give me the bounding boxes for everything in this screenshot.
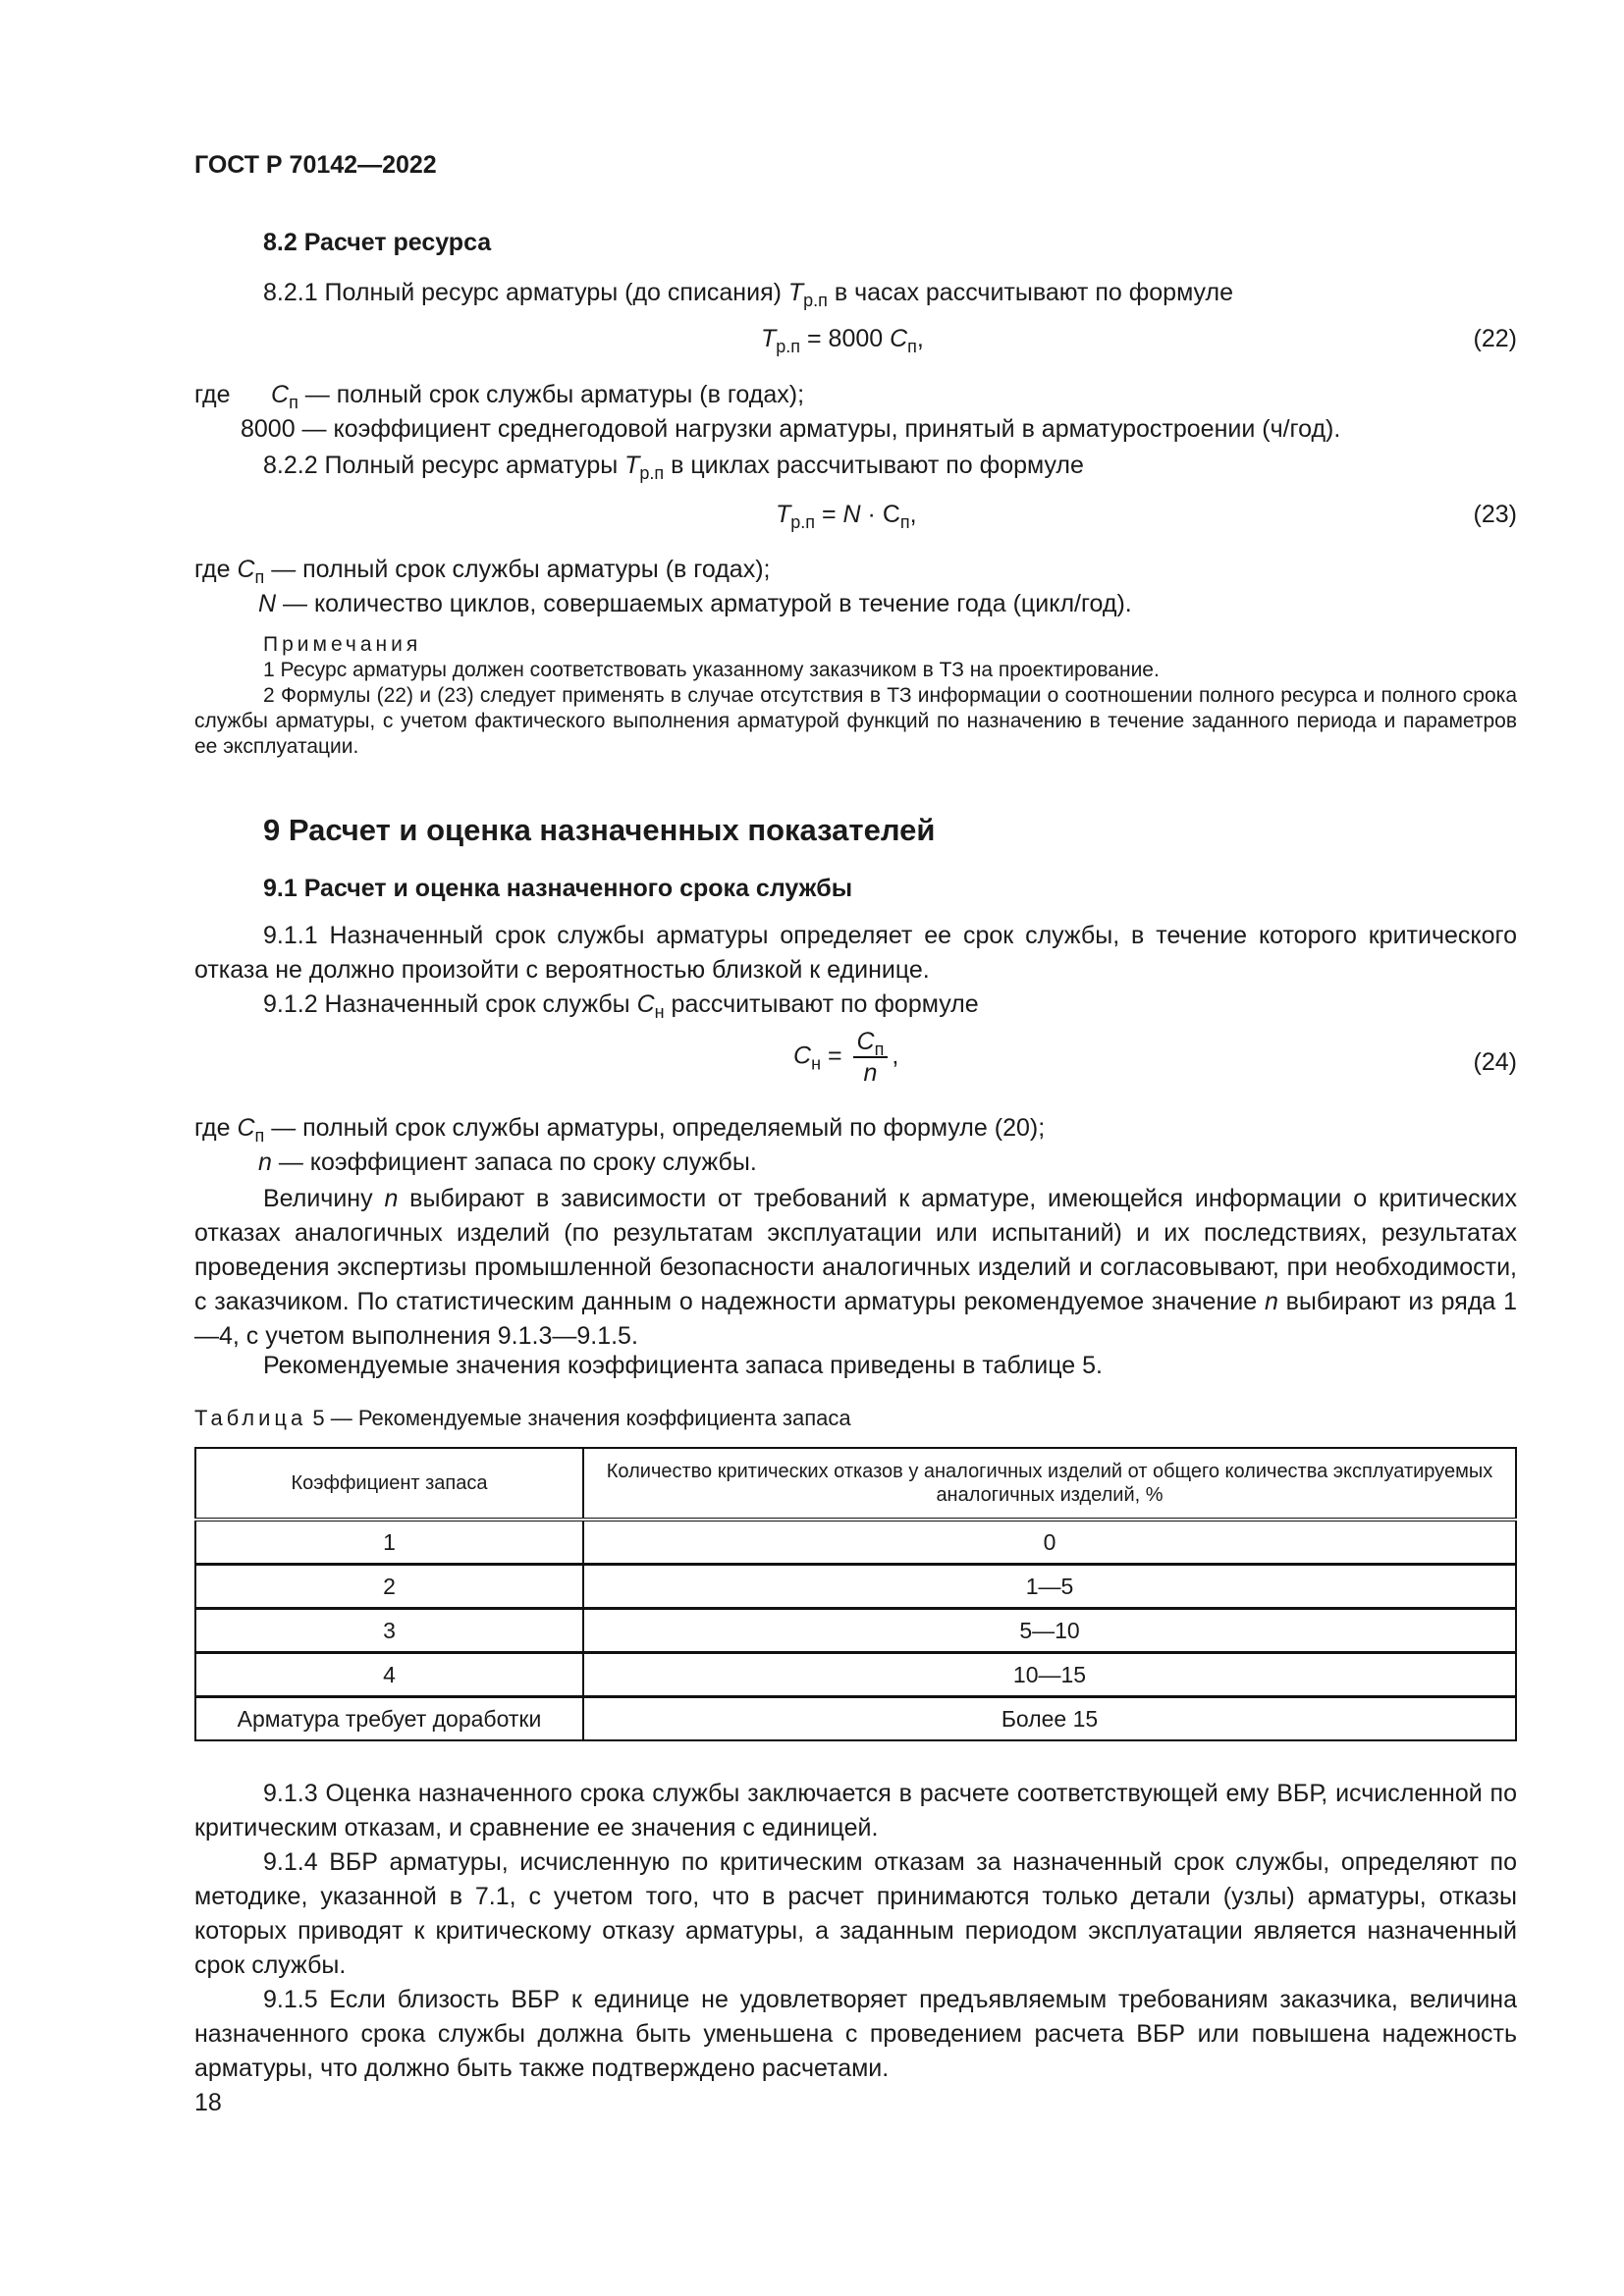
section-9-1-title: 9.1 Расчет и оценка назначенного срока службы bbox=[263, 875, 853, 902]
paragraph-9-1-5: 9.1.5 Если близость ВБР к единице не удовлетворяет предъявляемым требованиям заказчика, величина назначенного срока службы должна быть уменьшена с проведением расчета ВБР или повышена надежность арматуры, что должно быть также подтверждено расчетами. bbox=[194, 1986, 1517, 2082]
table-header-row bbox=[195, 1448, 1516, 1520]
where-cp-definition-2: где $C_п$ — полный срок службы арматуры (в годах); bbox=[194, 556, 771, 587]
formula-23: $T_{р.п} = N \cdot C_п$, bbox=[776, 501, 917, 532]
paragraph-9-1-4: 9.1.4 ВБР арматуры, исчисленную по критическим отказам за назначенный срок службы, определяют по методике, указанной в 7.1, с учетом того, что в расчет принимаются только детали (узлы) арматуры, отказы которых приводят к критическому отказу арматуры, а заданным периодом эксплуатации является назначенный срок службы. bbox=[194, 1848, 1517, 1979]
table-cell: 3 bbox=[195, 1609, 583, 1653]
paragraph-8-2-1: 8.2.1 Полный ресурс арматуры (до списания) $T_{р.п}$ в часах рассчитывают по формуле bbox=[263, 279, 1233, 310]
table-cell: 1—5 bbox=[583, 1565, 1516, 1609]
table-row bbox=[195, 1697, 1516, 1741]
where-cp-definition-3: где $C_п$ — полный срок службы арматуры, определяемый по формуле (20); bbox=[194, 1114, 1046, 1146]
document-id: ГОСТ Р 70142—2022 bbox=[194, 151, 437, 179]
where-n-coef-definition: n — коэффициент запаса по сроку службы. bbox=[258, 1148, 757, 1176]
formula-number-24: (24) bbox=[1473, 1048, 1517, 1076]
fraction: $\frac{C_п}{n}$ bbox=[853, 1027, 889, 1088]
where-label: где bbox=[194, 381, 231, 408]
section-9-title: 9 Расчет и оценка назначенных показателей bbox=[263, 813, 936, 847]
table-header-cell: Количество критических отказов у аналогичных изделий от общего количества эксплуатируемых аналогичных изделий, % bbox=[583, 1448, 1516, 1520]
where-cp-definition: $C_п$ — полный срок службы арматуры (в годах); bbox=[271, 381, 805, 412]
page-number: 18 bbox=[194, 2089, 222, 2116]
table-cell: Арматура требует доработки bbox=[195, 1697, 583, 1741]
notes-title: Примечания bbox=[263, 633, 422, 656]
table-row bbox=[195, 1653, 1516, 1697]
paragraph-n-selection: Величину n выбирают в зависимости от требований к арматуре, имеющейся информации о критических отказах аналогичных изделий (по результатам эксплуатации или испытаний) и их последствиях, результатах проведения экспертизы промышленной безопасности аналогичных изделий и согласовывают, при необходимости, с заказчиком. По статистическим данным о надежности арматуры рекомендуемое значение n выбирают из ряда 1—4, с учетом выполнения 9.1.3—9.1.5. bbox=[194, 1185, 1518, 1350]
paragraph-9-1-1: 9.1.1 Назначенный срок службы арматуры определяет ее срок службы, в течение которого критического отказа не должно произойти с вероятностью близкой к единице. bbox=[194, 922, 1517, 984]
formula-22: $T_{р.п} = 8000$ $C_п$, bbox=[761, 325, 924, 356]
table-5 bbox=[194, 1447, 1517, 1741]
table-cell: 4 bbox=[195, 1653, 583, 1697]
table-row bbox=[195, 1565, 1516, 1609]
table-row bbox=[195, 1609, 1516, 1653]
paragraph-8-2-2: 8.2.2 Полный ресурс арматуры $T_{р.п}$ в циклах рассчитывают по формуле bbox=[263, 452, 1084, 483]
paragraph-9-1-2: 9.1.2 Назначенный срок службы $C_н$ рассчитывают по формуле bbox=[263, 990, 979, 1022]
paragraph-table-reference: Рекомендуемые значения коэффициента запаса приведены в таблице 5. bbox=[263, 1352, 1103, 1379]
note-1: 1 Ресурс арматуры должен соответствовать указанному заказчиком в ТЗ на проектирование. bbox=[263, 659, 1160, 681]
table-cell: 0 bbox=[583, 1520, 1516, 1565]
table-header-cell: Коэффициент запаса bbox=[195, 1448, 583, 1520]
where-8000-definition: 8000 — коэффициент среднегодовой нагрузки арматуры, принятый в арматуростроении (ч/год). bbox=[241, 415, 1341, 443]
paragraph-9-1-3: 9.1.3 Оценка назначенного срока службы заключается в расчете соответствующей ему ВБР, исчисленной по критическим отказам, и сравнение ее значения с единицей. bbox=[194, 1780, 1517, 1842]
table-cell: 2 bbox=[195, 1565, 583, 1609]
formula-number-23: (23) bbox=[1473, 501, 1517, 528]
table-cell: 10—15 bbox=[583, 1653, 1516, 1697]
table-cell: Более 15 bbox=[583, 1697, 1516, 1741]
table-5-caption: Таблица 5 — Рекомендуемые значения коэффициента запаса bbox=[194, 1406, 851, 1430]
table-row bbox=[195, 1520, 1516, 1565]
section-8-2-title: 8.2 Расчет ресурса bbox=[263, 229, 492, 256]
table-cell: 1 bbox=[195, 1520, 583, 1565]
table-cell: 5—10 bbox=[583, 1609, 1516, 1653]
where-n-definition: N — количество циклов, совершаемых арматурой в течение года (цикл/год). bbox=[258, 590, 1132, 617]
note-2: 2 Формулы (22) и (23) следует применять в случае отсутствия в ТЗ информации о соотношении полного ресурса и полного срока службы арматуры, с учетом фактического выполнения арматурой функций по назначению в течение заданного периода и параметров ее эксплуатации. bbox=[194, 684, 1517, 758]
formula-24: $C_н$ = $\frac{C_п}{n}$ , bbox=[793, 1028, 899, 1087]
formula-number-22: (22) bbox=[1473, 325, 1517, 352]
